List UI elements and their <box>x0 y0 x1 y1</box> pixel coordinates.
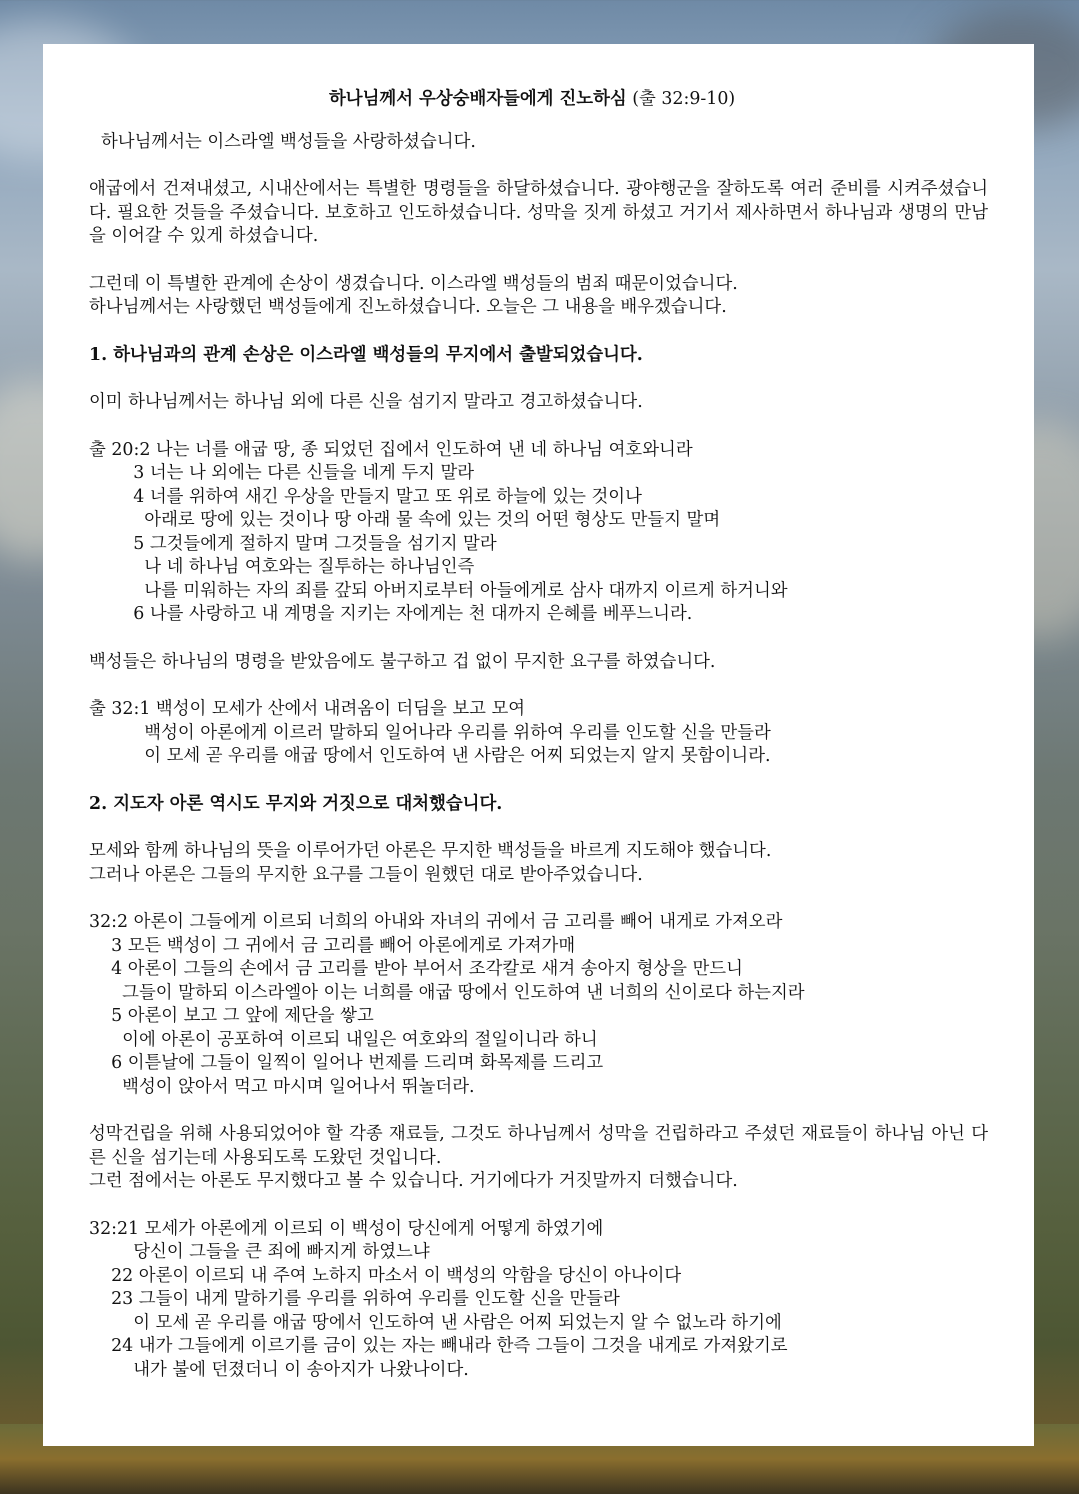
section-heading-1: 1. 하나님과의 관계 손상은 이스라엘 백성들의 무지에서 출발되었습니다. <box>89 344 643 365</box>
verse-line: 이에 아론이 공포하여 이르되 내일은 여호와의 절일이니라 하니 <box>89 1029 598 1050</box>
scripture-block-1 <box>89 439 988 627</box>
document-title <box>89 88 988 112</box>
verse-line: 23 그들이 내게 말하기를 우리를 위하여 우리를 인도할 신을 만들라 <box>89 1289 620 1309</box>
verse-line: 내가 불에 던졌더니 이 송아지가 나왔나이다. <box>89 1359 469 1380</box>
verse-line: 5 그것들에게 절하지 말며 그것들을 섬기지 말라 <box>89 533 497 554</box>
paragraph-line: 그러나 아론은 그들의 무지한 요구를 그들이 원했던 대로 받아주었습니다. <box>89 864 643 885</box>
verse-line: 6 나를 사랑하고 내 계명을 지키는 자에게는 천 대까지 은혜를 베푸느니라. <box>89 604 693 624</box>
paragraph-text: 성막건립을 위해 사용되었어야 할 각종 재료들, 그것도 하나님께서 성막을 건립하라고 주셨던 재료들이 하나님 아닌 다른 신을 섬기는데 사용되도록 도왔던 것입니다. <box>89 1124 988 1168</box>
paragraph-6 <box>89 1123 988 1194</box>
verse-line: 출 20:2 나는 너를 애굽 땅, 종 되었던 집에서 인도하여 낸 네 하나님 여호와니라 <box>89 439 693 460</box>
verse-line: 6 이튿날에 그들이 일찍이 일어나 번제를 드리며 화목제를 드리고 <box>89 1053 604 1073</box>
verse-line: 아래로 땅에 있는 것이나 땅 아래 물 속에 있는 것의 어떤 형상도 만들지 말며 <box>89 510 721 530</box>
verse-line: 이 모세 곧 우리를 애굽 땅에서 인도하여 낸 사람은 어찌 되었는지 알 수 없노라 하기에 <box>89 1312 782 1333</box>
title-reference: (출 32:9-10) <box>632 89 736 109</box>
scripture-block-4 <box>89 1218 988 1383</box>
verse-line: 32:21 모세가 아론에게 이르되 이 백성이 당신에게 어떻게 하였기에 <box>89 1218 604 1239</box>
verse-line: 4 아론이 그들의 손에서 금 고리를 받아 부어서 조각칼로 새겨 송아지 형상을 만드니 <box>89 959 743 979</box>
verse-line: 32:2 아론이 그들에게 이르되 너희의 아내와 자녀의 귀에서 금 고리를 빼어 내게로 가져오라 <box>89 912 783 932</box>
paragraph-1: 애굽에서 건져내셨고, 시내산에서는 특별한 명령들을 하달하셨습니다. 광야행군을 잘하도록 여러 준비를 시켜주셨습니다. 필요한 것들을 주셨습니다. 보호하고 인도하셨습니다. 성막을 짓게 하셨고 거기서 제사하면서 하나님과 생명의 만남을 이어갈 수 있게 하셨습니다. <box>89 179 988 246</box>
verse-line: 5 아론이 보고 그 앞에 제단을 쌓고 <box>89 1006 374 1026</box>
title-main: 하나님께서 우상숭배자들에게 진노하심 <box>329 89 627 109</box>
verse-line: 3 너는 나 외에는 다른 신들을 네게 두지 말라 <box>89 463 475 483</box>
verse-line: 나 네 하나님 여호와는 질투하는 하나님인즉 <box>89 557 475 577</box>
paragraph-3: 이미 하나님께서는 하나님 외에 다른 신을 섬기지 말라고 경고하셨습니다. <box>89 392 643 412</box>
verse-line: 4 너를 위하여 새긴 우상을 만들지 말고 또 위로 하늘에 있는 것이나 <box>89 486 642 507</box>
paragraph-line: 하나님께서는 사랑했던 백성들에게 진노하셨습니다. 오늘은 그 내용을 배우겠습니다. <box>89 297 727 317</box>
document-page <box>43 44 1034 1446</box>
verse-line: 백성이 아론에게 이르러 말하되 일어나라 우리를 위하여 우리를 인도할 신을 만들라 <box>89 722 771 743</box>
scripture-block-3 <box>89 911 988 1099</box>
section-heading-2: 2. 지도자 아론 역시도 무지와 거짓으로 대처했습니다. <box>89 793 503 814</box>
paragraph-2 <box>89 273 988 320</box>
verse-line: 3 모든 백성이 그 귀에서 금 고리를 빼어 아론에게로 가져가매 <box>89 935 576 956</box>
intro-paragraph: 하나님께서는 이스라엘 백성들을 사랑하셨습니다. <box>101 131 476 152</box>
verse-line: 이 모세 곧 우리를 애굽 땅에서 인도하여 낸 사람은 어찌 되었는지 알지 못함이니라. <box>89 746 771 766</box>
verse-line: 백성이 앉아서 먹고 마시며 일어나서 뛰놀더라. <box>89 1076 475 1097</box>
paragraph-text: 그런 점에서는 아론도 무지했다고 볼 수 있습니다. 거기에다가 거짓말까지 더했습니다. <box>89 1171 738 1191</box>
paragraph-5 <box>89 840 988 887</box>
verse-line: 24 내가 그들에게 이르기를 금이 있는 자는 빼내라 한즉 그들이 그것을 내게로 가져왔기로 <box>89 1336 788 1356</box>
verse-line: 출 32:1 백성이 모세가 산에서 내려옴이 더딤을 보고 모여 <box>89 699 526 719</box>
verse-line: 나를 미워하는 자의 죄를 갚되 아버지로부터 아들에게로 삼사 대까지 이르게 하거니와 <box>89 580 788 601</box>
paragraph-line: 그런데 이 특별한 관계에 손상이 생겼습니다. 이스라엘 백성들의 범죄 때문이었습니다. <box>89 273 738 294</box>
verse-line: 그들이 말하되 이스라엘아 이는 너희를 애굽 땅에서 인도하여 낸 너희의 신이로다 하는지라 <box>89 982 805 1003</box>
verse-line: 22 아론이 이르되 내 주여 노하지 마소서 이 백성의 악함을 당신이 아나이다 <box>89 1265 682 1286</box>
verse-line: 당신이 그들을 큰 죄에 빠지게 하였느냐 <box>89 1242 430 1262</box>
scripture-block-2 <box>89 698 988 769</box>
paragraph-line: 모세와 함께 하나님의 뜻을 이루어가던 아론은 무지한 백성들을 바르게 지도해야 했습니다. <box>89 841 772 861</box>
paragraph-4: 백성들은 하나님의 명령을 받았음에도 불구하고 겁 없이 무지한 요구를 하였습니다. <box>89 651 716 672</box>
